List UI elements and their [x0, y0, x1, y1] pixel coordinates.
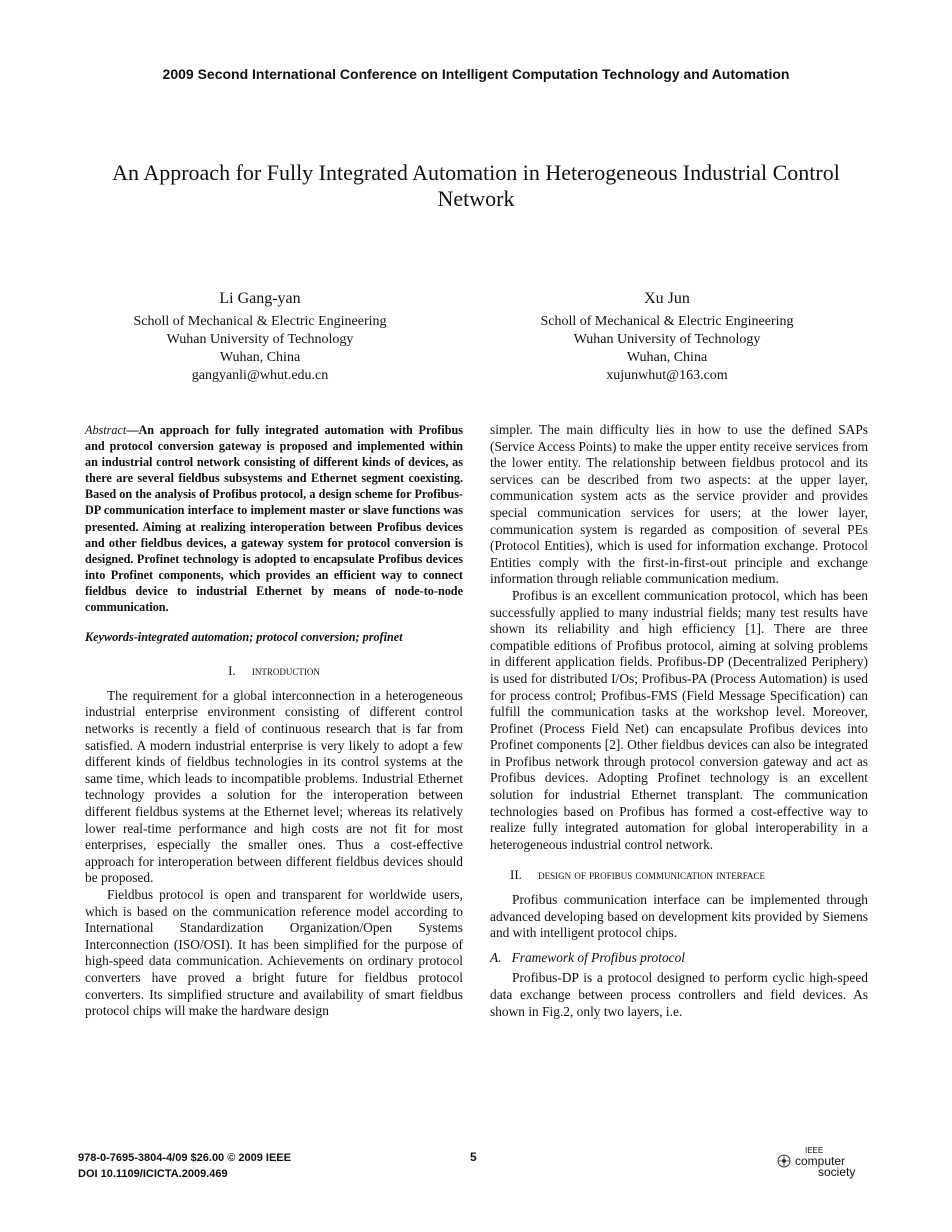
paragraph: Profibus-DP is a protocol designed to perform cyclic high-speed data exchange between process controllers and field devices. As shown in Fig.2, only two layers, i.e. — [490, 970, 868, 1019]
author-univ: Wuhan University of Technology — [166, 332, 354, 347]
paper-title: An Approach for Fully Integrated Automation in Heterogeneous Industrial Control Network — [112, 160, 840, 211]
conference-header: 2009 Second International Conference on Intelligent Computation Technology and Automation — [162, 66, 790, 82]
abstract-label: Abstract — [85, 423, 127, 437]
section-number: II. — [510, 867, 522, 883]
subsection-label: A. — [490, 949, 502, 965]
section-number: I. — [228, 663, 236, 679]
logo-society-text: society — [818, 1165, 856, 1179]
author-email: xujunwhut@163.com — [606, 368, 728, 383]
author-block-2 — [487, 290, 847, 385]
abstract — [85, 422, 463, 615]
section-title: design of profibus communication interface — [538, 867, 766, 883]
author-block-1 — [80, 290, 440, 385]
right-column — [490, 422, 868, 1020]
left-column — [85, 422, 463, 1020]
author-dept: Scholl of Mechanical & Electric Engineering — [133, 314, 387, 329]
subsection-title: Framework of Profibus protocol — [511, 949, 686, 965]
subsection-heading — [490, 950, 868, 967]
section-title: introduction — [251, 663, 320, 679]
footer-copyright — [78, 1150, 291, 1182]
author-name: Li Gang-yan — [219, 290, 301, 307]
paragraph: Profibus is an excellent communication protocol, which has been successfully applied to many industrial fields; many test results have shown its reliability and high efficiency [1]. There are three compatible editions of Profibus protocol, aiming at solving problems in different application fields. Profibus-DP (Decentralized Periphery) is used for distributed I/Os; Profibus-PA (Process Automation) is used for process control; Profibus-FMS (Field Message Specification) can fulfill the communication tasks at the workshop level. Moreover, Profinet (Process Field Net) can encapsulate Profibus devices into Profinet components [2]. Other fieldbus devices can also be integrated in Profibus network through protocol conversion gateway and act as Profibus devices. Adopting Profinet technology is an excellent solution for industrial Ethernet transplant. The communication technologies based on Profibus has formed a cost-effective way to realize fully integrated automation for global interoperability in a heterogeneous industrial control network. — [490, 587, 868, 852]
keywords: Keywords-integrated automation; protocol conversion; profinet — [85, 630, 403, 645]
author-email: gangyanli@whut.edu.cn — [191, 368, 329, 383]
footer-doi: DOI 10.1109/ICICTA.2009.469 — [78, 1168, 228, 1180]
author-city: Wuhan, China — [626, 350, 708, 365]
paragraph: The requirement for a global interconnection in a heterogeneous industrial enterprise environment consisting of different control networks is recently a field of continuous research that is far from satisfied. A modern industrial enterprise is very likely to adopt a few different kinds of fieldbus technologies in its control systems at the same time, which leads to incompatible problems. Industrial Ethernet technology provides a solution for the interoperation between different fieldbus systems at the Ethernet level; whereas its relatively lower real-time performance and high costs are not fit for most enterprises, especially the smaller ones. Thus a cost-effective approach for interoperation between different fieldbus devices should be proposed. — [85, 687, 463, 886]
section-heading-2 — [490, 867, 868, 884]
logo-computer-text: computer — [795, 1154, 846, 1168]
paragraph: Profibus communication interface can be implemented through advanced developing based on development kits provided by Siemens and with intelligent protocol chips. — [490, 892, 868, 941]
paragraph: Fieldbus protocol is open and transparent for worldwide users, which is based on the communication reference model according to International Standardization Organization/Open Systems Interconnection (ISO/OSI). It has been simplified for the purpose of high-speed data communication. Achievements on ordinary protocol converters have proved a bright future for fieldbus protocol converters. Its simplified structure and availability of smart fieldbus protocol chips will make the hardware design — [85, 886, 463, 1019]
abstract-text: —An approach for fully integrated automation with Profibus and protocol conversion gateway is proposed and implemented within an industrial control network consisting of different kinds of devices, as there are several fieldbus subsystems and Ethernet segment coexisting. Based on the analysis of Profibus protocol, a design scheme for Profibus-DP communication interface to implement master or slave functions was presented. Aiming at realizing interoperation between Profibus devices and other fieldbus devices, a gateway system for protocol conversion is designed. Profinet technology is adopted to encapsulate Profibus devices into Profinet components, which provides an efficient way to connect fieldbus device to industrial Ethernet by means of node-to-node communication. — [85, 423, 463, 615]
logo-ieee-text: IEEE — [805, 1146, 824, 1155]
author-name: Xu Jun — [644, 290, 690, 307]
globe-icon — [777, 1154, 791, 1168]
ieee-computer-society-logo — [777, 1146, 867, 1178]
author-city: Wuhan, China — [219, 350, 301, 365]
section-heading-1 — [85, 663, 463, 680]
author-dept: Scholl of Mechanical & Electric Engineering — [540, 314, 794, 329]
paragraph: simpler. The main difficulty lies in how to use the defined SAPs (Service Access Points) to make the upper entity receive services from the lower entity. The relationship between fieldbus protocol and its services can be described from two aspects: at the upper layer, communication system acts as the service provider and provides special communication services for users; at the lower layer, communication system is regarded as composition of several PEs (Protocol Entities), which is used for information exchange. Protocol Entities comply with the first-in-first-out principle and exchange information through reliable communication medium. — [490, 422, 868, 587]
footer-isbn: 978-0-7695-3804-4/09 $26.00 © 2009 IEEE — [78, 1152, 291, 1164]
page-number: 5 — [470, 1150, 477, 1164]
author-univ: Wuhan University of Technology — [573, 332, 761, 347]
